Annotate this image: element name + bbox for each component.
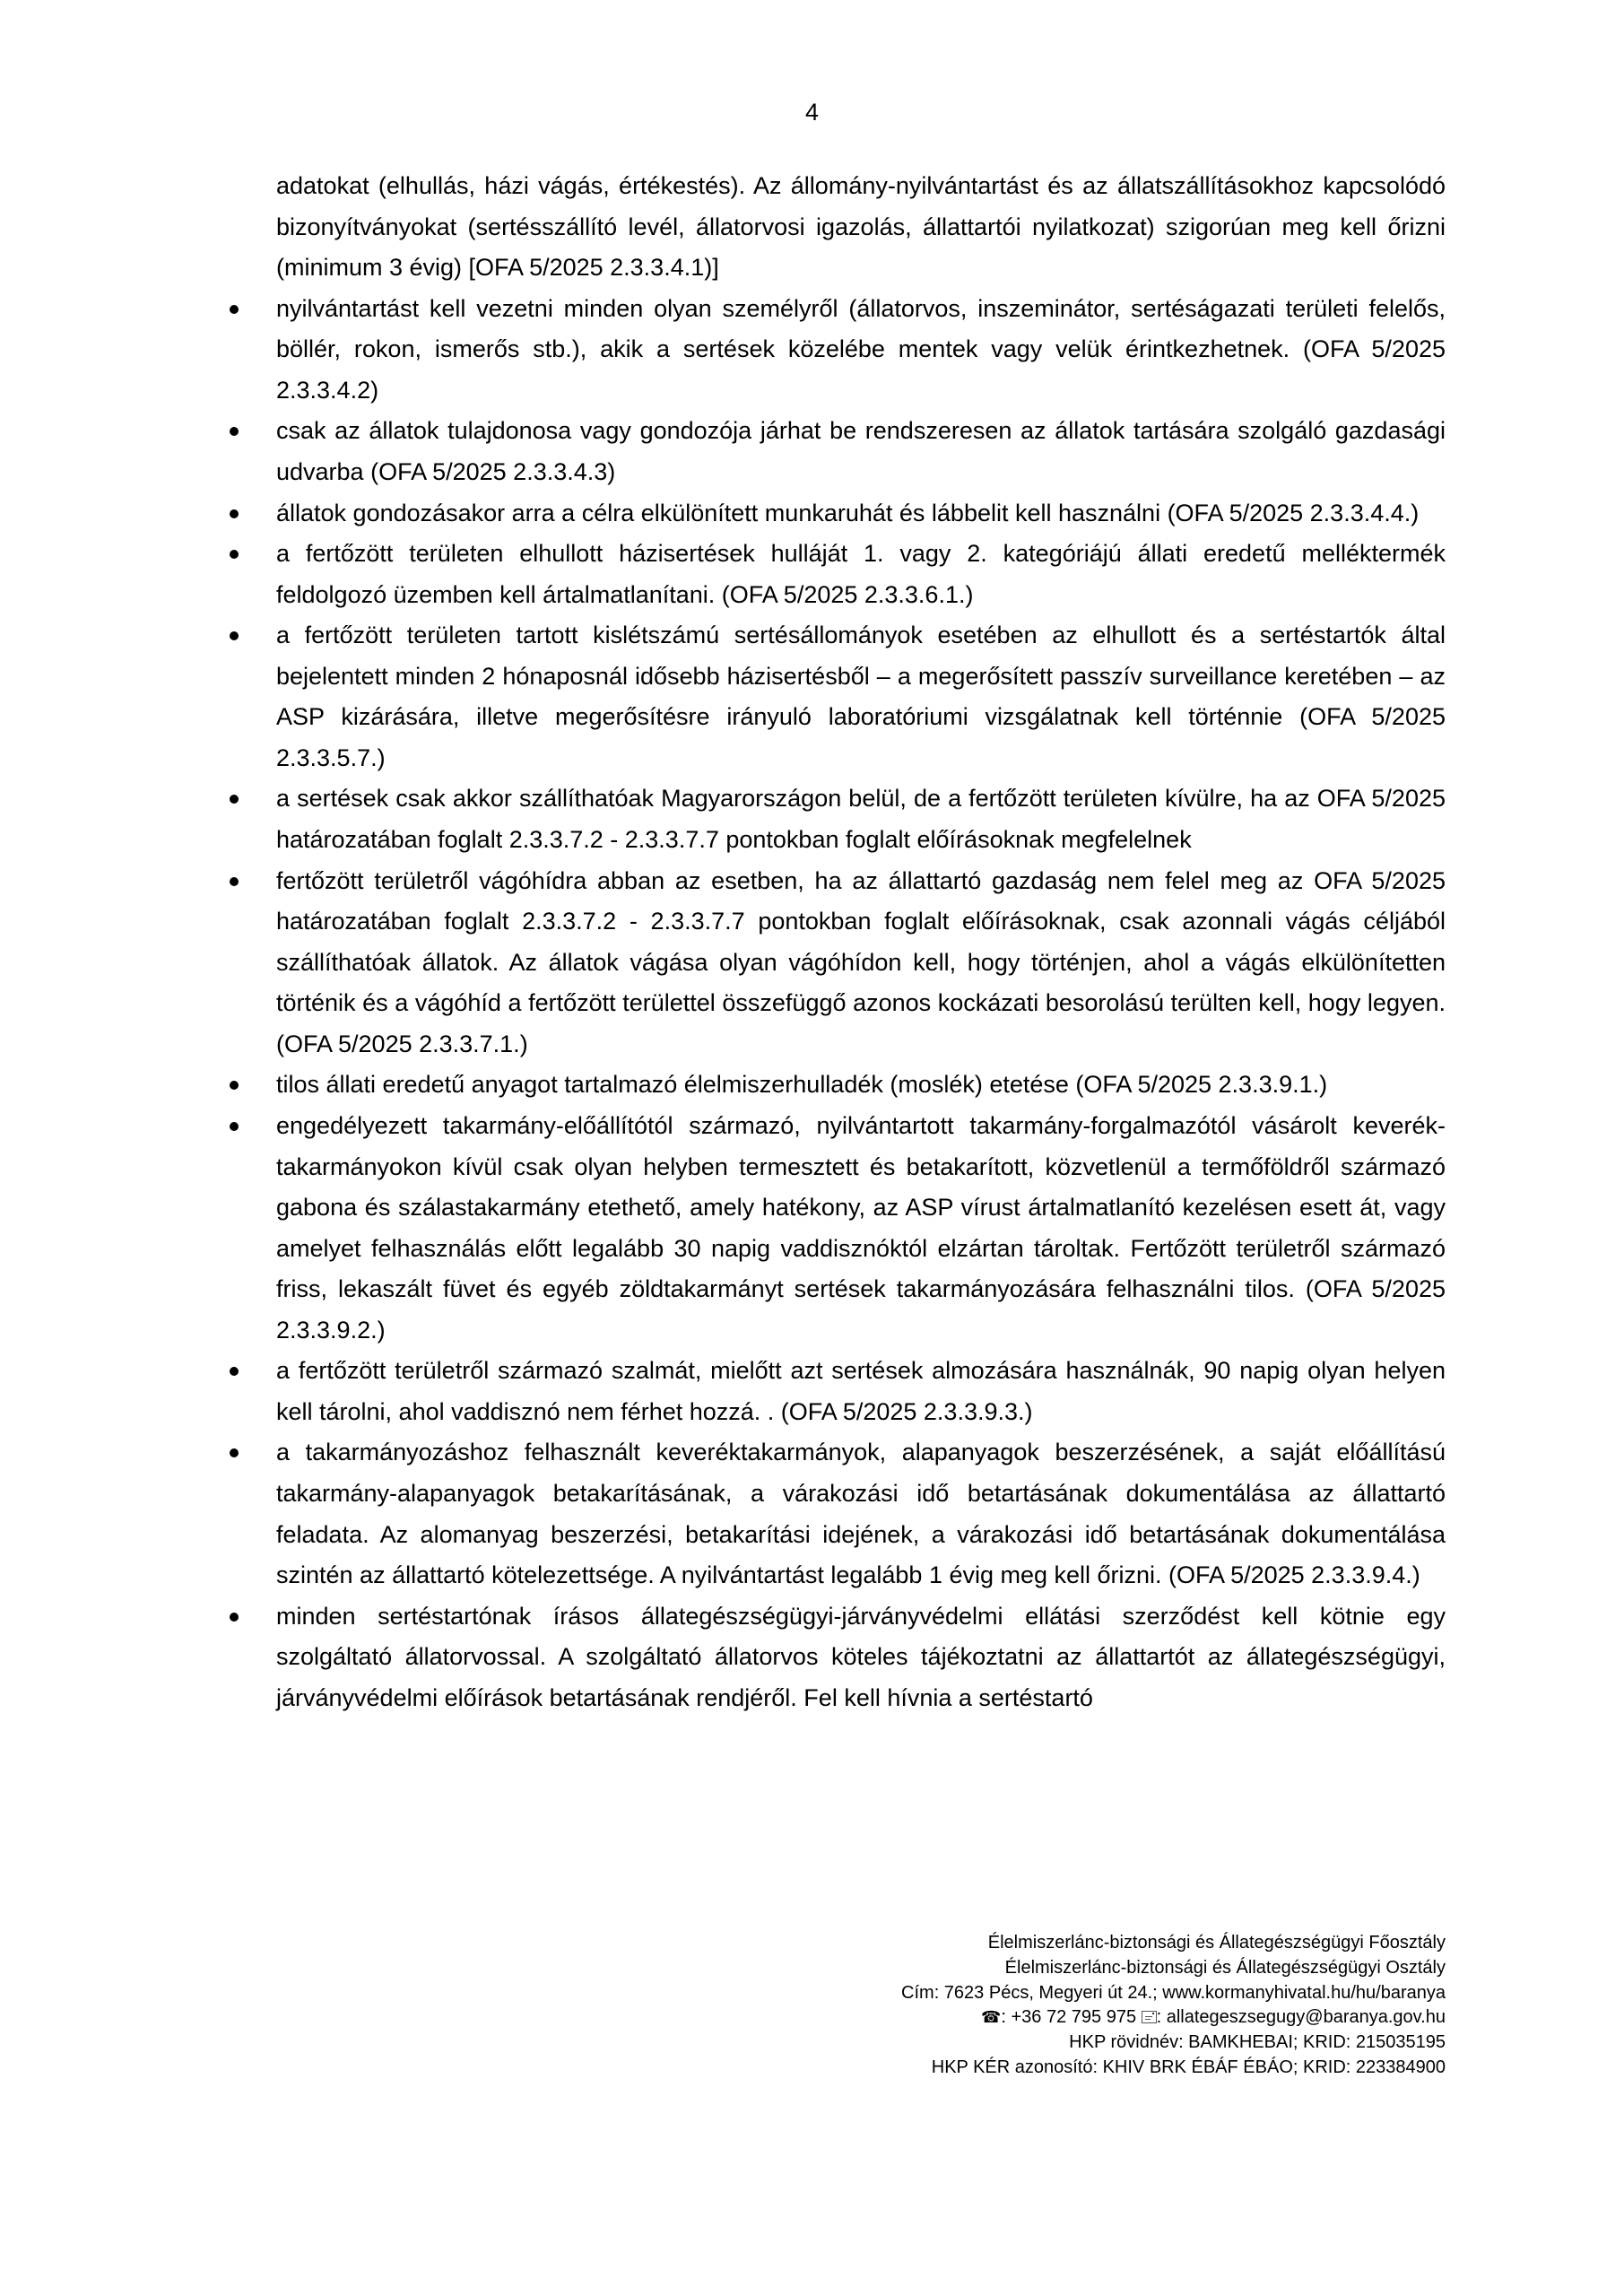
requirements-list [276, 289, 1446, 1719]
list-item [276, 778, 1446, 860]
list-item [276, 1432, 1446, 1596]
list-item-text: a fertőzött területről származó szalmát, mielőtt azt sertések almozására használnák, 90 napig olyan helyen kell tárolni, ahol vaddisznó nem férhet hozzá. . (OFA 5/2025 2.3.3.9.3.) [276, 1357, 1446, 1425]
bullet-icon [230, 1081, 239, 1090]
document-body [276, 166, 1446, 1718]
list-item [276, 493, 1446, 535]
bullet-icon [230, 1613, 239, 1622]
list-item [276, 1596, 1446, 1719]
email-icon [1142, 2011, 1157, 2023]
bullet-icon [230, 1367, 239, 1376]
footer-address: Cím: 7623 Pécs, Megyeri út 24.; www.kormanyhivatal.hu/hu/baranya [901, 1982, 1446, 2003]
list-item-text: a fertőzött területen tartott kislétszámú sertésállományok esetében az elhullott és a sertéstartók által bejelentett minden 2 hónaposnál idősebb házisertésből – a megerősített passzív surveillance keretében – az ASP kizárására, illetve megerősítésre irányuló laboratóriumi vizsgálatnak kell történnie (OFA 5/2025 2.3.3.5.7.) [276, 622, 1446, 771]
list-item-text: minden sertéstartónak írásos állategészségügyi-járványvédelmi ellátási szerződést kell kötnie egy szolgáltató állatorvossal. A szolgáltató állatorvos köteles tájékoztatni az állattartót az állategészségügyi, járványvédelmi előírások betartásának rendjéről. Fel kell hívnia a sertéstartó [276, 1602, 1446, 1711]
bullet-icon [230, 427, 239, 436]
footer-phone: : +36 72 795 975 [1001, 2007, 1142, 2028]
footer-contact-block [638, 1931, 1446, 2081]
footer-department: Élelmiszerlánc-biztonsági és Állategészségügyi Főosztály [987, 1933, 1446, 1952]
list-item-text: engedélyezett takarmány-előállítótól származó, nyilvántartott takarmány-forgalmazótól vásárolt keverék-takarmányokon kívül csak olyan helyben termesztett és betakarított, közvetlenül a termőföldről származó gabona és szálastakarmány etethető, amely hatékony, az ASP vírust ártalmatlanító kezelésen esett át, vagy amelyet felhasználás előtt legalább 30 napig vaddisznóktól elzártan tároltak. Fertőzött területről származó friss, lekaszált füvet és egyéb zöldtakarmányt sertések takarmányozására felhasználni tilos. (OFA 5/2025 2.3.3.9.2.) [276, 1111, 1446, 1344]
list-item-text: tilos állati eredetű anyagot tartalmazó élelmiszerhulladék (moslék) etetése (OFA 5/2025 2.3.3.9.1.) [276, 1071, 1328, 1099]
bullet-icon [230, 1122, 239, 1131]
footer-hkp-short: HKP rövidnév: BAMKHEBAI; KRID: 215035195 [1069, 2032, 1446, 2053]
list-item-text: csak az állatok tulajdonosa vagy gondozója járhat be rendszeresen az állatok tartására szolgáló gazdasági udvarba (OFA 5/2025 2.3.3.4.3) [276, 417, 1446, 485]
list-item [276, 1106, 1446, 1351]
bullet-icon [230, 1448, 239, 1457]
intro-paragraph: adatokat (elhullás, házi vágás, értékestés). Az állomány-nyilvántartást és az állatszállításokhoz kapcsolódó bizonyítványokat (sertésszállító levél, állatorvosi igazolás, állattartói nyilatkozat) szigorúan meg kell őrizni (minimum 3 évig) [OFA 5/2025 2.3.3.4.1)] [276, 172, 1446, 282]
footer-unit: Élelmiszerlánc-biztonsági és Állategészségügyi Osztály [1004, 1957, 1446, 1978]
list-item [276, 534, 1446, 615]
page-number: 4 [804, 99, 820, 126]
footer-hkp-ker: HKP KÉR azonosító: KHIV BRK ÉBÁF ÉBÁO; KRID: 223384900 [931, 2057, 1446, 2077]
list-item [276, 1065, 1446, 1106]
list-item-text: állatok gondozásakor arra a célra elkülönített munkaruhát és lábbelit kell használni (OFA 5/2025 2.3.3.4.4.) [276, 499, 1420, 526]
bullet-icon [230, 509, 239, 518]
list-item [276, 1351, 1446, 1432]
list-item-text: fertőzött területről vágóhídra abban az esetben, ha az állattartó gazdaság nem felel meg az OFA 5/2025 határozatában foglalt 2.3.3.7.2 - 2.3.3.7.7 pontokban foglalt előírásoknak, csak azonnali vágás céljából szállíthatóak állatok. Az állatok vágása olyan vágóhídon kell, hogy történjen, ahol a vágás elkülönítetten történik és a vágóhíd a fertőzött területtel összefüggő azonos kockázati besorolású terülten kell, hogy legyen. (OFA 5/2025 2.3.3.7.1.) [276, 866, 1446, 1057]
list-item [276, 861, 1446, 1065]
bullet-icon [230, 305, 239, 314]
footer-contact-line [638, 2005, 1446, 2031]
bullet-icon [230, 550, 239, 559]
list-item-text: nyilvántartást kell vezetni minden olyan személyről (állatorvos, inszeminátor, sertéságazati területi felelős, böllér, rokon, ismerős stb.), akik a sertések közelébe mentek vagy velük érintkezhetnek. (OFA 5/2025 2.3.3.4.2) [276, 294, 1446, 404]
list-item-text: a sertések csak akkor szállíthatóak Magyarországon belül, de a fertőzött területen kívülre, ha az OFA 5/2025 határozatában foglalt 2.3.3.7.2 - 2.3.3.7.7 pontokban foglalt előírásoknak megfelelnek [276, 785, 1446, 853]
bullet-icon [230, 795, 239, 804]
list-item [276, 411, 1446, 492]
list-item-text: a fertőzött területen elhullott házisertések hulláját 1. vagy 2. kategóriájú állati eredetű melléktermék feldolgozó üzemben kell ártalmatlanítani. (OFA 5/2025 2.3.3.6.1.) [276, 540, 1446, 608]
list-item-text: a takarmányozáshoz felhasznált keveréktakarmányok, alapanyagok beszerzésének, a saját előállítású takarmány-alapanyagok betakarításának, a várakozási idő betartásának dokumentálása az állattartó feladata. Az alomanyag beszerzési, betakarítási idejének, a várakozási idő betartásának dokumentálása szintén az állattartó kötelezettsége. A nyilvántartást legalább 1 évig meg kell őrizni. (OFA 5/2025 2.3.3.9.4.) [276, 1439, 1446, 1589]
bullet-icon [230, 631, 239, 640]
footer-email: : allategeszsegugy@baranya.gov.hu [1156, 2007, 1446, 2028]
bullet-icon [230, 877, 239, 886]
phone-icon: ☎ [980, 2008, 1002, 2028]
list-item [276, 289, 1446, 412]
list-item [276, 615, 1446, 778]
